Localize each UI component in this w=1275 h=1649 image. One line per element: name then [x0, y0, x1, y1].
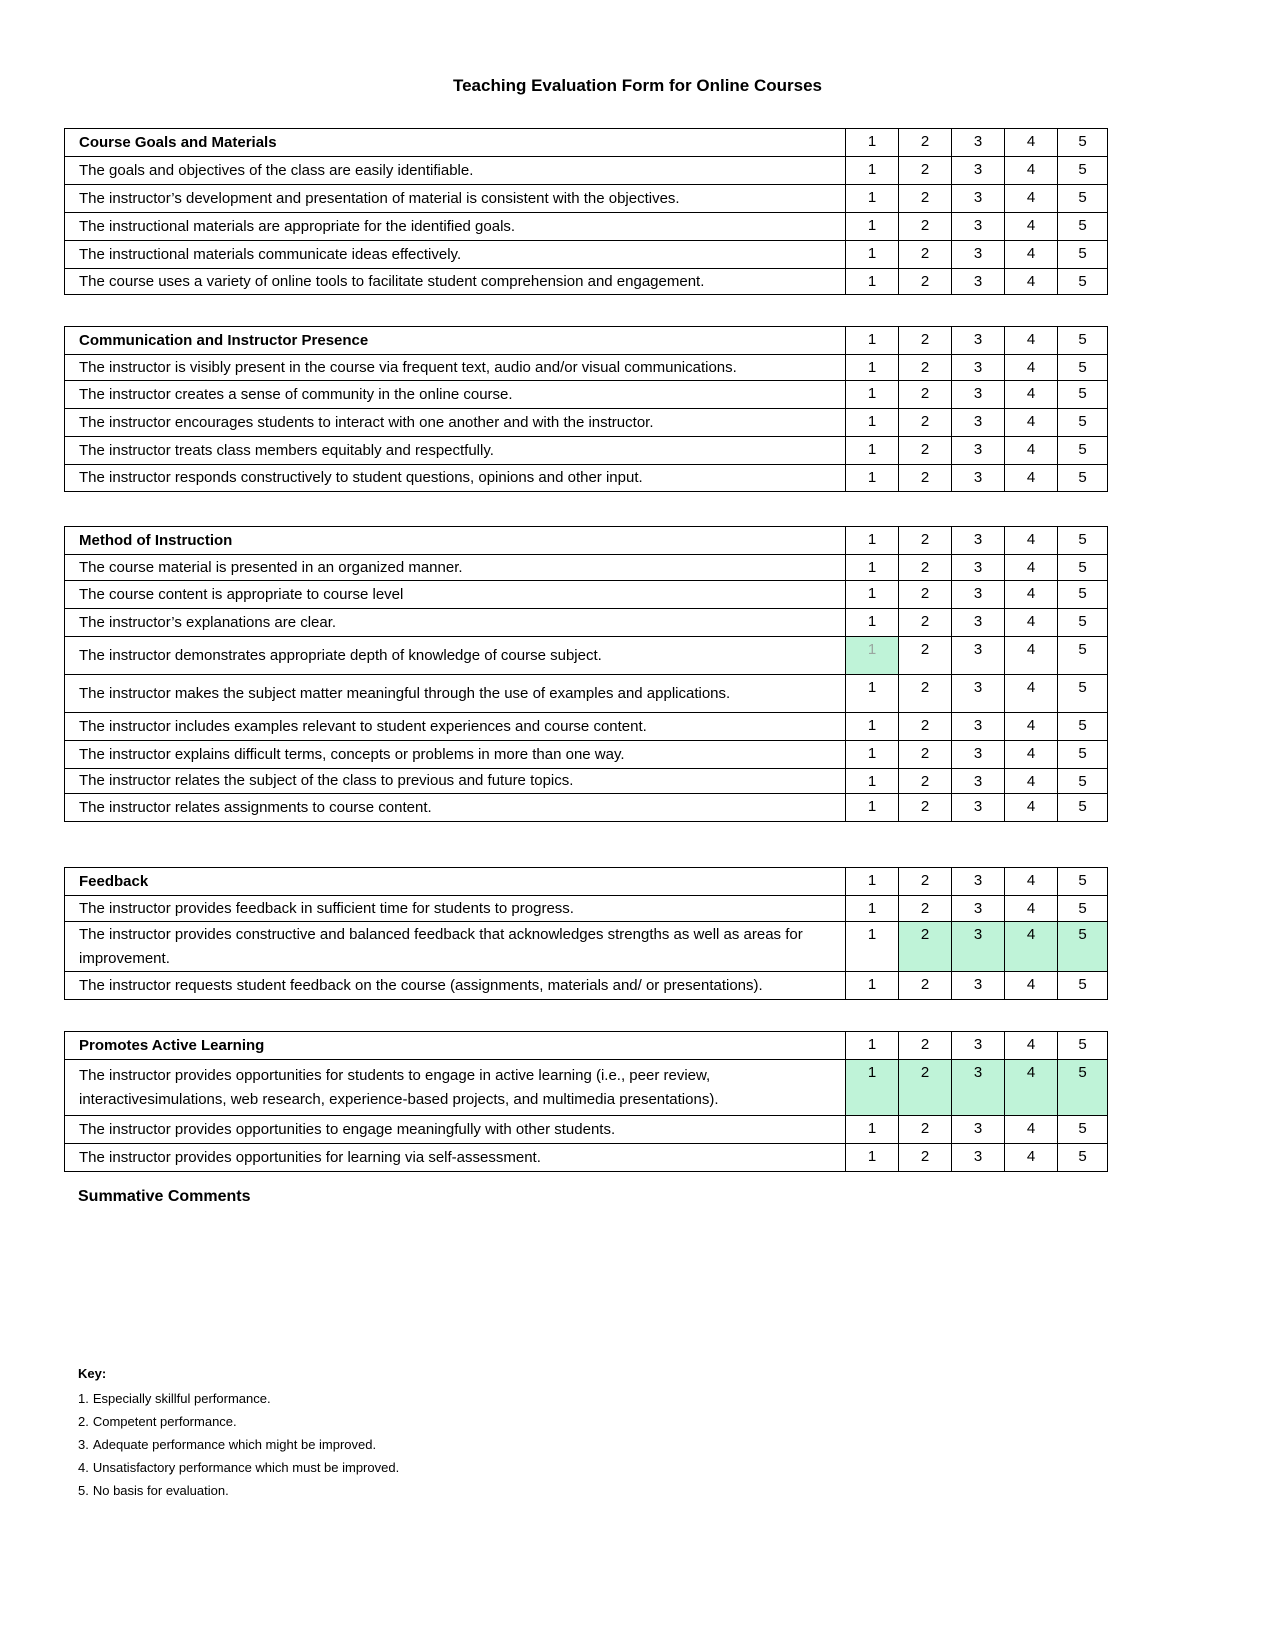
- rating-option-5: 5: [1058, 527, 1108, 555]
- section-heading: Course Goals and Materials: [65, 129, 846, 157]
- question-text: The instructor provides constructive and balanced feedback that acknowledges strengths as well as areas for improvement.: [65, 922, 846, 972]
- question-row: [65, 637, 1108, 675]
- rating-option-1[interactable]: 1: [846, 213, 899, 241]
- question-row: [65, 1060, 1108, 1116]
- key-item: 4. Unsatisfactory performance which must be improved.: [78, 1460, 400, 1475]
- question-text: The instructor requests student feedback on the course (assignments, materials and/ or presentations).: [65, 972, 846, 1000]
- question-row: [65, 555, 1108, 581]
- rating-option-5[interactable]: 5: [1058, 185, 1108, 213]
- rating-option-1[interactable]: 1: [846, 794, 899, 822]
- rating-option-2[interactable]: 2: [899, 157, 952, 185]
- question-text: The instructor provides opportunities for students to engage in active learning (i.e., peer review, interactivesimulations, web research, experience-based projects, and multimedia presentations).: [65, 1060, 846, 1116]
- rating-option-5[interactable]: 5: [1058, 713, 1108, 741]
- rating-option-1[interactable]: 1: [846, 465, 899, 492]
- rating-option-3[interactable]: 3: [952, 1060, 1005, 1116]
- rating-option-5[interactable]: 5: [1058, 1144, 1108, 1172]
- key-item: 5. No basis for evaluation.: [78, 1483, 229, 1498]
- question-text: The instructor provides opportunities for learning via self-assessment.: [65, 1144, 846, 1172]
- rating-option-3: 3: [952, 868, 1005, 896]
- section-table: [64, 867, 1108, 1000]
- rating-option-4[interactable]: 4: [1005, 637, 1058, 675]
- rating-option-5[interactable]: 5: [1058, 381, 1108, 409]
- section-header-row: [65, 1032, 1108, 1060]
- rating-option-5[interactable]: 5: [1058, 355, 1108, 381]
- rating-option-3[interactable]: 3: [952, 637, 1005, 675]
- question-row: [65, 713, 1108, 741]
- question-row: [65, 794, 1108, 822]
- key-item: 2. Competent performance.: [78, 1414, 237, 1429]
- question-text: The instructor’s explanations are clear.: [65, 609, 846, 637]
- question-row: [65, 409, 1108, 437]
- rating-option-2[interactable]: 2: [899, 355, 952, 381]
- section-header-row: [65, 527, 1108, 555]
- rating-option-4[interactable]: 4: [1005, 1144, 1058, 1172]
- rating-option-4[interactable]: 4: [1005, 972, 1058, 1000]
- rating-option-2: 2: [899, 868, 952, 896]
- rating-option-3[interactable]: 3: [952, 555, 1005, 581]
- rating-option-2: 2: [899, 1032, 952, 1060]
- rating-option-2: 2: [899, 129, 952, 157]
- rating-option-2[interactable]: 2: [899, 465, 952, 492]
- rating-option-3[interactable]: 3: [952, 972, 1005, 1000]
- rating-option-1[interactable]: 1: [846, 675, 899, 713]
- question-row: [65, 437, 1108, 465]
- question-row: [65, 769, 1108, 794]
- rating-option-5[interactable]: 5: [1058, 741, 1108, 769]
- rating-option-1[interactable]: 1: [846, 269, 899, 295]
- rating-option-4[interactable]: 4: [1005, 381, 1058, 409]
- question-text: The instructor responds constructively to student questions, opinions and other input.: [65, 465, 846, 492]
- rating-option-3[interactable]: 3: [952, 769, 1005, 794]
- rating-option-2[interactable]: 2: [899, 409, 952, 437]
- rating-option-3[interactable]: 3: [952, 1116, 1005, 1144]
- rating-option-2[interactable]: 2: [899, 972, 952, 1000]
- rating-option-3[interactable]: 3: [952, 355, 1005, 381]
- rating-option-4[interactable]: 4: [1005, 741, 1058, 769]
- rating-option-3: 3: [952, 1032, 1005, 1060]
- rating-option-4[interactable]: 4: [1005, 409, 1058, 437]
- rating-option-3[interactable]: 3: [952, 581, 1005, 609]
- rating-option-3[interactable]: 3: [952, 185, 1005, 213]
- rating-option-2[interactable]: 2: [899, 1060, 952, 1116]
- rating-option-1[interactable]: 1: [846, 1060, 899, 1116]
- rating-option-1: 1: [846, 327, 899, 355]
- question-row: [65, 741, 1108, 769]
- rating-option-4[interactable]: 4: [1005, 355, 1058, 381]
- rating-option-4[interactable]: 4: [1005, 555, 1058, 581]
- key-item: 3. Adequate performance which might be improved.: [78, 1437, 377, 1452]
- rating-option-3[interactable]: 3: [952, 269, 1005, 295]
- rating-option-2[interactable]: 2: [899, 794, 952, 822]
- question-text: The instructor provides feedback in sufficient time for students to progress.: [65, 896, 846, 922]
- question-text: The instructor treats class members equitably and respectfully.: [65, 437, 846, 465]
- question-text: The goals and objectives of the class are easily identifiable.: [65, 157, 846, 185]
- section-header-row: [65, 327, 1108, 355]
- rating-option-4: 4: [1005, 1032, 1058, 1060]
- rating-option-3[interactable]: 3: [952, 794, 1005, 822]
- rating-option-1[interactable]: 1: [846, 437, 899, 465]
- question-row: [65, 355, 1108, 381]
- rating-option-2: 2: [899, 527, 952, 555]
- question-row: [65, 609, 1108, 637]
- rating-option-2[interactable]: 2: [899, 1144, 952, 1172]
- question-text: The instructor makes the subject matter meaningful through the use of examples and applications.: [65, 675, 846, 713]
- question-text: The instructor is visibly present in the course via frequent text, audio and/or visual communications.: [65, 355, 846, 381]
- rating-option-5[interactable]: 5: [1058, 972, 1108, 1000]
- rating-option-3[interactable]: 3: [952, 675, 1005, 713]
- rating-option-3[interactable]: 3: [952, 922, 1005, 972]
- rating-option-4[interactable]: 4: [1005, 769, 1058, 794]
- rating-option-1[interactable]: 1: [846, 769, 899, 794]
- rating-option-2[interactable]: 2: [899, 381, 952, 409]
- rating-option-5[interactable]: 5: [1058, 213, 1108, 241]
- rating-option-3: 3: [952, 527, 1005, 555]
- rating-key: [78, 1366, 399, 1502]
- question-text: The instructor encourages students to interact with one another and with the instructor.: [65, 409, 846, 437]
- rating-option-1[interactable]: 1: [846, 972, 899, 1000]
- rating-option-2[interactable]: 2: [899, 896, 952, 922]
- section-table: [64, 128, 1108, 295]
- rating-option-3[interactable]: 3: [952, 609, 1005, 637]
- question-row: [65, 922, 1108, 972]
- rating-option-5[interactable]: 5: [1058, 609, 1108, 637]
- rating-option-5[interactable]: 5: [1058, 241, 1108, 269]
- rating-option-3[interactable]: 3: [952, 437, 1005, 465]
- rating-option-3[interactable]: 3: [952, 741, 1005, 769]
- rating-option-1[interactable]: 1: [846, 581, 899, 609]
- question-row: [65, 896, 1108, 922]
- rating-option-1[interactable]: 1: [846, 1116, 899, 1144]
- section-heading: Method of Instruction: [65, 527, 846, 555]
- rating-option-5[interactable]: 5: [1058, 637, 1108, 675]
- rating-option-3[interactable]: 3: [952, 381, 1005, 409]
- question-row: [65, 581, 1108, 609]
- rating-option-2[interactable]: 2: [899, 609, 952, 637]
- section-heading: Communication and Instructor Presence: [65, 327, 846, 355]
- key-title: Key:: [78, 1366, 107, 1381]
- rating-option-4[interactable]: 4: [1005, 437, 1058, 465]
- rating-option-2[interactable]: 2: [899, 269, 952, 295]
- rating-option-4[interactable]: 4: [1005, 157, 1058, 185]
- rating-option-5[interactable]: 5: [1058, 581, 1108, 609]
- rating-option-4[interactable]: 4: [1005, 581, 1058, 609]
- question-row: [65, 185, 1108, 213]
- question-text: The instructor demonstrates appropriate depth of knowledge of course subject.: [65, 637, 846, 675]
- section-table: [64, 326, 1108, 492]
- rating-option-5[interactable]: 5: [1058, 409, 1108, 437]
- rating-option-5: 5: [1058, 327, 1108, 355]
- section-table: [64, 1031, 1108, 1172]
- rating-option-1[interactable]: 1: [846, 355, 899, 381]
- rating-option-3: 3: [952, 129, 1005, 157]
- rating-option-1[interactable]: 1: [846, 409, 899, 437]
- rating-option-4[interactable]: 4: [1005, 713, 1058, 741]
- rating-option-4: 4: [1005, 327, 1058, 355]
- rating-option-3: 3: [952, 327, 1005, 355]
- rating-option-5[interactable]: 5: [1058, 437, 1108, 465]
- rating-option-5[interactable]: 5: [1058, 1060, 1108, 1116]
- rating-option-2[interactable]: 2: [899, 241, 952, 269]
- rating-option-1: 1: [846, 129, 899, 157]
- question-row: [65, 972, 1108, 1000]
- rating-option-1[interactable]: 1: [846, 713, 899, 741]
- rating-option-5: 5: [1058, 129, 1108, 157]
- section-header-row: [65, 129, 1108, 157]
- rating-option-3[interactable]: 3: [952, 713, 1005, 741]
- question-row: [65, 465, 1108, 492]
- rating-option-4[interactable]: 4: [1005, 1116, 1058, 1144]
- rating-option-2[interactable]: 2: [899, 713, 952, 741]
- page-title: Teaching Evaluation Form for Online Courses: [452, 76, 823, 95]
- question-text: The instructor explains difficult terms, concepts or problems in more than one way.: [65, 741, 846, 769]
- rating-option-4[interactable]: 4: [1005, 269, 1058, 295]
- rating-option-1[interactable]: 1: [846, 609, 899, 637]
- rating-option-3[interactable]: 3: [952, 157, 1005, 185]
- rating-option-1[interactable]: 1: [846, 922, 899, 972]
- rating-option-2[interactable]: 2: [899, 555, 952, 581]
- rating-option-3[interactable]: 3: [952, 1144, 1005, 1172]
- rating-option-1[interactable]: 1: [846, 185, 899, 213]
- question-text: The instructor includes examples relevant to student experiences and course content.: [65, 713, 846, 741]
- question-row: [65, 241, 1108, 269]
- rating-option-4[interactable]: 4: [1005, 1060, 1058, 1116]
- question-row: [65, 675, 1108, 713]
- rating-option-5[interactable]: 5: [1058, 269, 1108, 295]
- rating-option-1[interactable]: 1: [846, 381, 899, 409]
- rating-option-2[interactable]: 2: [899, 675, 952, 713]
- rating-option-1[interactable]: 1: [846, 555, 899, 581]
- rating-option-4[interactable]: 4: [1005, 241, 1058, 269]
- question-text: The course material is presented in an organized manner.: [65, 555, 846, 581]
- rating-option-5: 5: [1058, 1032, 1108, 1060]
- question-text: The course content is appropriate to course level: [65, 581, 846, 609]
- rating-option-5[interactable]: 5: [1058, 157, 1108, 185]
- rating-option-5[interactable]: 5: [1058, 555, 1108, 581]
- key-item: 1. Especially skillful performance.: [78, 1391, 271, 1406]
- question-text: The instructor relates assignments to course content.: [65, 794, 846, 822]
- rating-option-2[interactable]: 2: [899, 922, 952, 972]
- question-text: The instructor provides opportunities to engage meaningfully with other students.: [65, 1116, 846, 1144]
- rating-option-3[interactable]: 3: [952, 213, 1005, 241]
- question-row: [65, 381, 1108, 409]
- rating-option-4[interactable]: 4: [1005, 675, 1058, 713]
- rating-option-1: 1: [846, 868, 899, 896]
- rating-option-3[interactable]: 3: [952, 409, 1005, 437]
- rating-option-4: 4: [1005, 129, 1058, 157]
- rating-option-4[interactable]: 4: [1005, 922, 1058, 972]
- rating-option-1[interactable]: 1: [846, 241, 899, 269]
- rating-option-4: 4: [1005, 527, 1058, 555]
- section-heading: Feedback: [65, 868, 846, 896]
- rating-option-1[interactable]: 1: [846, 741, 899, 769]
- question-row: [65, 157, 1108, 185]
- rating-option-4[interactable]: 4: [1005, 213, 1058, 241]
- rating-option-4[interactable]: 4: [1005, 185, 1058, 213]
- section-table: [64, 526, 1108, 822]
- rating-option-2[interactable]: 2: [899, 769, 952, 794]
- rating-option-5[interactable]: 5: [1058, 1116, 1108, 1144]
- question-text: The course uses a variety of online tools to facilitate student comprehension and engagement.: [65, 269, 846, 295]
- rating-option-3[interactable]: 3: [952, 896, 1005, 922]
- rating-option-1: 1: [846, 527, 899, 555]
- rating-option-4[interactable]: 4: [1005, 465, 1058, 492]
- rating-option-5[interactable]: 5: [1058, 675, 1108, 713]
- rating-option-2[interactable]: 2: [899, 741, 952, 769]
- rating-option-2[interactable]: 2: [899, 437, 952, 465]
- rating-option-3[interactable]: 3: [952, 465, 1005, 492]
- question-row: [65, 1116, 1108, 1144]
- rating-option-5[interactable]: 5: [1058, 465, 1108, 492]
- rating-option-5[interactable]: 5: [1058, 794, 1108, 822]
- rating-option-2[interactable]: 2: [899, 213, 952, 241]
- rating-option-1[interactable]: 1: [846, 896, 899, 922]
- rating-option-4[interactable]: 4: [1005, 794, 1058, 822]
- section-header-row: [65, 868, 1108, 896]
- rating-option-3[interactable]: 3: [952, 241, 1005, 269]
- question-text: The instructional materials communicate ideas effectively.: [65, 241, 846, 269]
- question-text: The instructor relates the subject of the class to previous and future topics.: [65, 769, 846, 794]
- rating-option-1[interactable]: 1: [846, 157, 899, 185]
- rating-option-4[interactable]: 4: [1005, 609, 1058, 637]
- rating-option-5[interactable]: 5: [1058, 896, 1108, 922]
- question-row: [65, 213, 1108, 241]
- question-text: The instructor’s development and presentation of material is consistent with the objectives.: [65, 185, 846, 213]
- rating-option-5[interactable]: 5: [1058, 922, 1108, 972]
- question-row: [65, 269, 1108, 295]
- rating-option-1[interactable]: 1: [846, 637, 899, 675]
- question-text: The instructor creates a sense of community in the online course.: [65, 381, 846, 409]
- rating-option-1[interactable]: 1: [846, 1144, 899, 1172]
- rating-option-4: 4: [1005, 868, 1058, 896]
- question-text: The instructional materials are appropriate for the identified goals.: [65, 213, 846, 241]
- rating-option-2[interactable]: 2: [899, 185, 952, 213]
- rating-option-5[interactable]: 5: [1058, 769, 1108, 794]
- rating-option-2: 2: [899, 327, 952, 355]
- summative-comments-label: Summative Comments: [78, 1188, 251, 1205]
- rating-option-2[interactable]: 2: [899, 1116, 952, 1144]
- section-heading: Promotes Active Learning: [65, 1032, 846, 1060]
- rating-option-1: 1: [846, 1032, 899, 1060]
- question-row: [65, 1144, 1108, 1172]
- rating-option-4[interactable]: 4: [1005, 896, 1058, 922]
- rating-option-5: 5: [1058, 868, 1108, 896]
- rating-option-2[interactable]: 2: [899, 581, 952, 609]
- rating-option-2[interactable]: 2: [899, 637, 952, 675]
